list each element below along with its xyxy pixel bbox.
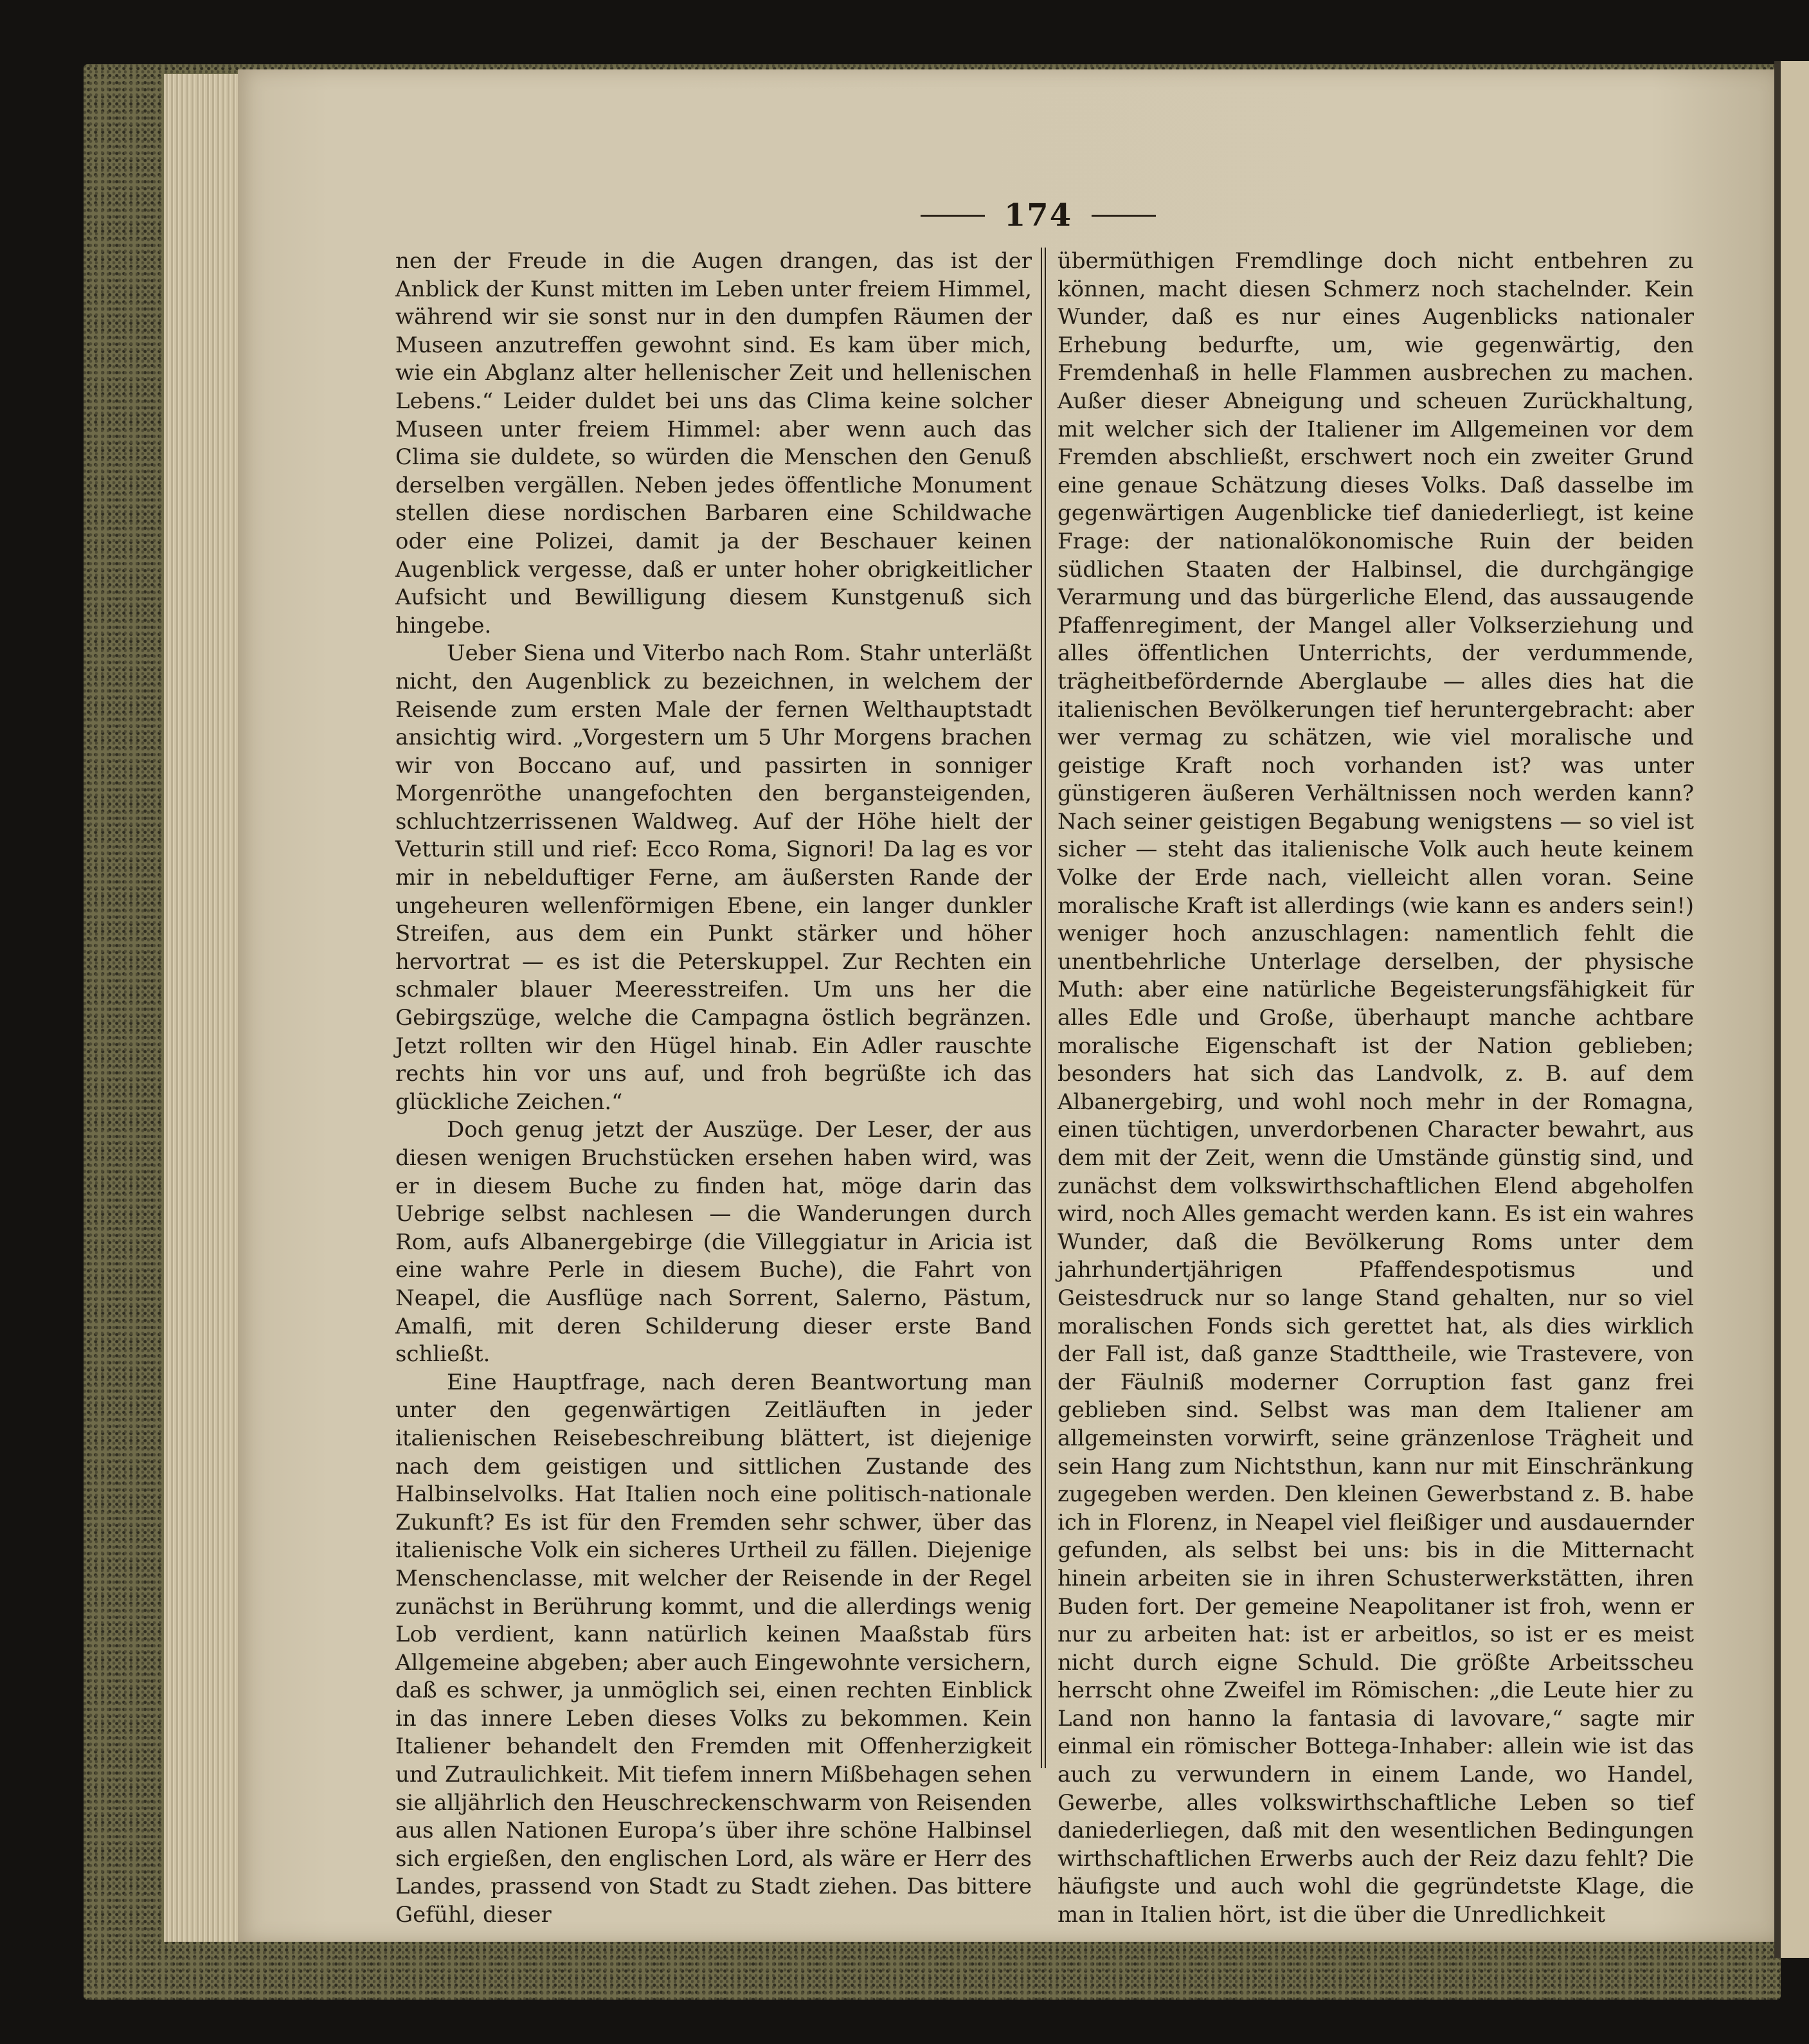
facing-page-edge [1774, 61, 1809, 1958]
left-column [395, 248, 1032, 1928]
header-rule-right [1092, 215, 1156, 217]
page-edges [164, 74, 241, 1942]
header-rule-left [921, 215, 985, 217]
paragraph: nen der Freude in die Augen drangen, das ist der Anblick der Kunst mitten im Leben unter freiem Himmel, während wir sie sonst nur in den dumpfen Räumen der Museen anzutreffen gewohnt sind. Es kam über mich, wie ein Abglanz alter hellenischer Zeit und hellenischen Lebens.“ Leider duldet bei uns das Clima keine solcher Museen unter freiem Himmel: aber wenn auch das Clima sie duldete, so würden die Menschen den Genuß derselben vergällen. Neben jedes öffentliche Monument stellen diese nordischen Barbaren eine Schildwache oder eine Polizei, damit ja der Beschauer keinen Augenblick vergesse, daß er unter hoher obrigkeitlicher Aufsicht und Bewilligung diesem Kunstgenuß sich hingebe. [395, 248, 1032, 638]
page-number: 174 [1004, 197, 1073, 233]
paragraph: Eine Hauptfrage, nach deren Beantwortung man unter den gegenwärtigen Zeitläuften in jeder italienischen Reisebeschreibung blättert, ist diejenige nach dem geistigen und sittlichen Zustande des Halbinselvolks. Hat Italien noch eine politisch-nationale Zukunft? Es ist für den Fremden sehr schwer, über das italienische Volk ein sicheres Urtheil zu fällen. Diejenige Menschenclasse, mit welcher der Reisende in der Regel zunächst in Berührung kommt, und die allerdings wenig Lob verdient, kann natürlich keinen Maaßstab fürs Allgemeine abgeben; aber auch Eingewohnte versichern, daß es schwer, ja unmöglich sei, einen rechten Einblick in das innere Leben dieses Volks zu bekommen. Kein Italiener behandelt den Fremden mit Offenherzigkeit und Zutraulichkeit. Mit tiefem innern Mißbehagen sehen sie alljährlich den Heuschreckenschwarm von Reisenden aus allen Nationen Europa’s über ihre schöne Halbinsel sich ergießen, den englischen Lord, als wäre er Herr des Landes, prassend von Stadt zu Stadt ziehen. Das bittere Gefühl, dieser [395, 1369, 1032, 1928]
right-column [1058, 248, 1694, 1928]
paragraph: übermüthigen Fremdlinge doch nicht entbehren zu können, macht diesen Schmerz noch stachelnder. Kein Wunder, daß es nur eines Augenblicks nationaler Erhebung bedurfte, um, wie gegenwärtig, den Fremdenhaß in helle Flammen ausbrechen zu machen. Außer dieser Abneigung und scheuen Zurückhaltung, mit welcher sich der Italiener im Allgemeinen vor dem Fremden abschließt, erschwert noch ein zweiter Grund eine genaue Schätzung dieses Volks. Daß dasselbe im gegenwärtigen Augenblicke tief daniederliegt, ist keine Frage: der nationalökonomische Ruin der beiden südlichen Staaten der Halbinsel, die durchgängige Verarmung und das bürgerliche Elend, das aussaugende Pfaffenregiment, der Mangel aller Volkserziehung und alles öffentlichen Unterrichts, der verdummende, trägheitbefördernde Aberglaube — alles dies hat die italienischen Bevölkerungen tief heruntergebracht: aber wer vermag zu schätzen, wie viel moralische und geistige Kraft noch vorhanden ist? was unter günstigeren äußeren Verhältnissen noch werden kann? Nach seiner geistigen Begabung wenigstens — so viel ist sicher — steht das italienische Volk auch heute keinem Volke der Erde nach, vielleicht allen voran. Seine moralische Kraft ist allerdings (wie kann es anders sein!) weniger hoch anzuschlagen: namentlich fehlt die unentbehrliche Unterlage derselben, der physische Muth: aber eine natürliche Begeisterungsfähigkeit für alles Edle und Große, überhaupt manche achtbare moralische Eigenschaft ist der Nation geblieben; besonders hat sich das Landvolk, z. B. auf dem Albanergebirg, und wohl noch mehr in der Romagna, einen tüchtigen, unverdorbenen Character bewahrt, aus dem mit der Zeit, wenn die Umstände günstig sind, und zunächst dem volkswirthschaftlichen Elend abgeholfen wird, noch Alles gemacht werden kann. Es ist ein wahres Wunder, daß die Bevölkerung Roms unter dem jahrhundertjährigen Pfaffendespotismus und Geistesdruck nur so lange Stand gehalten, nur so viel moralischen Fonds sich gerettet hat, als dies wirklich der Fall ist, daß ganze Stadttheile, wie Trastevere, von der Fäulniß moderner Corruption fast ganz frei geblieben sind. Selbst was man dem Italiener am allgemeinsten vorwirft, seine gränzenlose Trägheit und sein Hang zum Nichtsthun, kann nur mit Einschränkung zugegeben werden. Den kleinen Gewerbstand z. B. habe ich in Florenz, in Neapel viel fleißiger und ausdauernder gefunden, als selbst bei uns: bis in die Mitternacht hinein arbeiten sie in ihren Schusterwerkstätten, ihren Buden fort. Der gemeine Neapolitaner ist froh, wenn er nur zu arbeiten hat: ist er arbeitlos, so ist er es meist nicht durch eigne Schuld. Die größte Arbeitsscheu herrscht ohne Zweifel im Römischen: „die Leute hier zu Land non hanno la fantasia di lavovare,“ sagte mir einmal ein römischer Bottega-Inhaber: allein wie ist das auch zu verwundern in einem Lande, wo Handel, Gewerbe, alles volkswirthschaftliche Leben so tief daniederliegen, daß mit den wesentlichen Bedingungen wirthschaftlichen Erwerbs auch der Reiz dazu fehlt? Die häufigste und auch wohl die gegründetste Klage, die man in Italien hört, ist die über die Unredlichkeit [1058, 248, 1694, 1928]
page-header [900, 196, 1176, 235]
paragraph: Ueber Siena und Viterbo nach Rom. Stahr unterläßt nicht, den Augenblick zu bezeichnen, in welchem der Reisende zum ersten Male der fernen Welthauptstadt ansichtig wird. „Vorgestern um 5 Uhr Morgens brachen wir von Boccano auf, und passirten in sonniger Morgenröthe unangefochten den bergansteigenden, schluchtzerrissenen Waldweg. Auf der Höhe hielt der Vetturin still und rief: Ecco Roma, Signori! Da lag es vor mir in nebelduftiger Ferne, am äußersten Rande der ungeheuren wellenförmigen Ebene, ein langer dunkler Streifen, aus dem ein Punkt stärker und höher hervortrat — es ist die Peterskuppel. Zur Rechten ein schmaler blauer Meeresstreifen. Um uns her die Gebirgszüge, welche die Campagna östlich begränzen. Jetzt rollten wir den Hügel hinab. Ein Adler rauschte rechts hin vor uns auf, und froh begrüßte ich das glückliche Zeichen.“ [395, 640, 1032, 1115]
paragraph: Doch genug jetzt der Auszüge. Der Leser, der aus diesen wenigen Bruchstücken ersehen haben wird, was er in diesem Buche zu finden hat, möge darin das Uebrige selbst nachlesen — die Wanderungen durch Rom, aufs Albanergebirge (die Villeggiatur in Aricia ist eine wahre Perle in diesem Buche), die Fahrt von Neapel, die Ausflüge nach Sorrent, Salerno, Pästum, Amalfi, mit deren Schilderung dieser erste Band schließt. [395, 1117, 1032, 1368]
column-divider [1041, 248, 1046, 1768]
